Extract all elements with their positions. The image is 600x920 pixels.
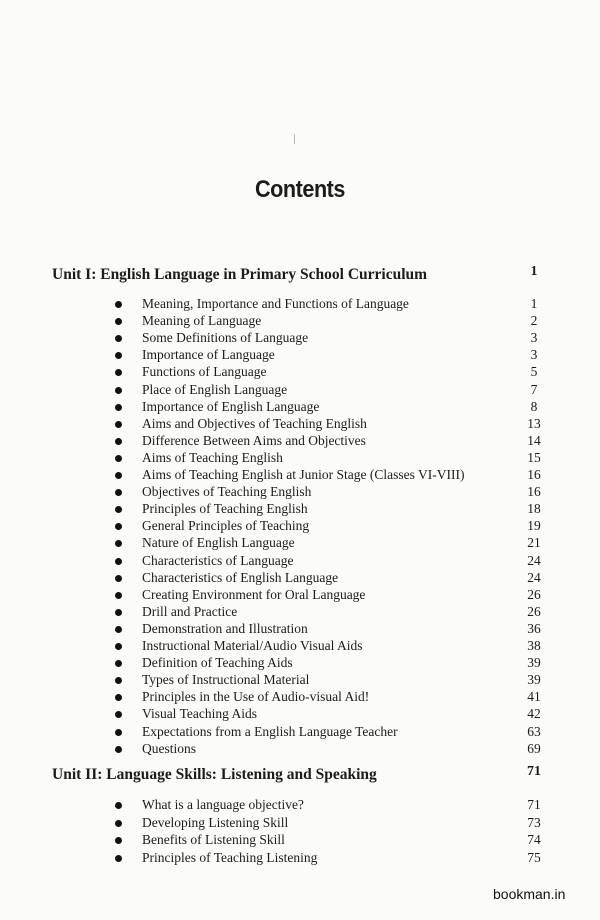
toc-entry-page: 69: [527, 740, 541, 756]
toc-entry-title: What is a language objective?: [142, 797, 304, 812]
toc-entry-title: Demonstration and Illustration: [142, 620, 308, 636]
toc-entry: [0, 313, 600, 330]
toc-entry-title: Nature of English Language: [142, 535, 295, 551]
bullet-icon: [115, 660, 122, 667]
toc-entry: [0, 741, 600, 758]
bullet-icon: [115, 455, 122, 462]
toc-entry-title: Principles of Teaching English: [142, 501, 308, 517]
watermark: bookman.in: [493, 886, 566, 902]
bullet-icon: [115, 523, 122, 530]
toc-entry-page: 26: [527, 603, 541, 619]
bullet-icon: [115, 626, 122, 633]
bullet-icon: [115, 575, 122, 582]
page-title: Contents: [255, 176, 345, 203]
toc-entry: [0, 484, 600, 501]
toc-entry: [0, 850, 600, 867]
bullet-icon: [115, 369, 122, 376]
bullet-icon: [115, 820, 122, 827]
bullet-icon: [115, 472, 122, 479]
bullet-icon: [115, 352, 122, 359]
bullet-icon: [115, 711, 122, 718]
bullet-icon: [115, 318, 122, 325]
bullet-icon: [115, 855, 122, 862]
toc-entry: [0, 655, 600, 672]
bullet-icon: [115, 489, 122, 496]
toc-entry-title: Benefits of Listening Skill: [142, 832, 285, 847]
toc-entry-page: 15: [527, 449, 541, 465]
toc-entry: [0, 450, 600, 467]
toc-entry: [0, 570, 600, 587]
toc-entry-page: 73: [527, 814, 541, 830]
toc-entry: [0, 347, 600, 364]
toc-entry-title: Aims of Teaching English at Junior Stage (Classes VI-VIII): [142, 467, 465, 482]
toc-entry-page: 5: [530, 364, 538, 380]
toc-entry: [0, 689, 600, 706]
toc-entry: [0, 621, 600, 638]
bullet-icon: [115, 694, 122, 701]
toc-entry-page: 18: [527, 501, 541, 517]
toc-entry-title: Place of English Language: [142, 381, 288, 397]
unit-page-number: 71: [527, 764, 541, 779]
bullet-icon: [115, 387, 122, 394]
toc-entry-page: 24: [527, 569, 541, 585]
bullet-icon: [115, 438, 122, 445]
toc-entry-title: Aims and Objectives of Teaching English: [142, 415, 367, 431]
toc-entry: [0, 501, 600, 518]
toc-entry-page: 63: [527, 723, 541, 739]
unit-heading: Unit I: English Language in Primary School Curriculum: [52, 266, 428, 283]
toc-entry: [0, 416, 600, 433]
toc-entry-title: Creating Environment for Oral Language: [142, 586, 366, 602]
toc-entry-title: Characteristics of Language: [142, 552, 294, 568]
bullet-icon: [115, 643, 122, 650]
toc-entry-page: 42: [527, 706, 541, 722]
bullet-icon: [115, 837, 122, 844]
toc-entry-page: 75: [527, 849, 541, 865]
toc-entry: [0, 364, 600, 381]
toc-entry: [0, 797, 600, 814]
toc-entry-page: 3: [530, 330, 538, 346]
toc-entry: [0, 382, 600, 399]
toc-entry-title: Some Definitions of Language: [142, 330, 309, 346]
toc-entry: [0, 638, 600, 655]
toc-entry: [0, 587, 600, 604]
toc-entry-title: Meaning of Language: [142, 313, 262, 329]
toc-entry: [0, 296, 600, 313]
toc-entry: [0, 724, 600, 741]
unit-page-number: 1: [530, 264, 538, 279]
toc-entry-page: 24: [527, 552, 541, 568]
bullet-icon: [115, 540, 122, 547]
toc-entry-page: 19: [527, 518, 541, 534]
bullet-icon: [115, 335, 122, 342]
bullet-icon: [115, 421, 122, 428]
toc-entry-title: Visual Teaching Aids: [142, 706, 257, 722]
bullet-icon: [115, 404, 122, 411]
toc-entry: [0, 672, 600, 689]
toc-entry: [0, 553, 600, 570]
toc-entry-title: Objectives of Teaching English: [142, 484, 312, 500]
toc-entry: [0, 433, 600, 450]
toc-entry-title: Principles in the Use of Audio-visual Aid!: [142, 689, 370, 705]
toc-entry-title: Instructional Material/Audio Visual Aids: [142, 638, 363, 653]
toc-entry-title: Functions of Language: [142, 364, 267, 380]
toc-entry: [0, 467, 600, 484]
toc-entry: [0, 832, 600, 849]
toc-entry-page: 41: [527, 689, 541, 705]
toc-entry-page: 13: [527, 415, 541, 431]
toc-entry-page: 38: [527, 638, 541, 653]
toc-entry-page: 8: [530, 398, 538, 414]
scan-mark: [294, 134, 295, 144]
toc-entry: [0, 604, 600, 621]
bullet-icon: [115, 802, 122, 809]
toc-entry-title: Characteristics of English Language: [142, 569, 339, 585]
toc-entry-title: Expectations from a English Language Teacher: [142, 723, 398, 739]
toc-entry-page: 1: [530, 296, 538, 311]
bullet-icon: [115, 506, 122, 513]
toc-entry-title: Drill and Practice: [142, 603, 238, 619]
toc-entry: [0, 706, 600, 723]
bullet-icon: [115, 558, 122, 565]
bullet-icon: [115, 729, 122, 736]
toc-entry-title: Principles of Teaching Listening: [142, 849, 318, 865]
bullet-icon: [115, 746, 122, 753]
toc-entry-page: 16: [527, 484, 541, 500]
toc-entry-title: Aims of Teaching English: [142, 449, 283, 465]
toc-entry: [0, 399, 600, 416]
toc-entry-page: 74: [527, 832, 541, 847]
toc-entry-page: 14: [527, 432, 541, 448]
toc-entry-title: General Principles of Teaching: [142, 518, 310, 534]
toc-entry: [0, 815, 600, 832]
toc-entry-title: Questions: [142, 740, 196, 756]
toc-entry-page: 21: [527, 535, 541, 551]
toc-entry-page: 3: [530, 347, 538, 363]
bullet-icon: [115, 592, 122, 599]
toc-entry-page: 71: [527, 797, 541, 812]
toc-entry-title: Importance of English Language: [142, 398, 320, 414]
toc-entry-title: Meaning, Importance and Functions of Language: [142, 296, 409, 311]
toc-entry-page: 7: [530, 381, 538, 397]
toc-entry: [0, 535, 600, 552]
bullet-icon: [115, 677, 122, 684]
toc-entry: [0, 518, 600, 535]
toc-entry: [0, 330, 600, 347]
toc-entry-page: 26: [527, 586, 541, 602]
toc-entry-title: Importance of Language: [142, 347, 275, 363]
toc-entry-title: Definition of Teaching Aids: [142, 655, 293, 671]
unit-heading: Unit II: Language Skills: Listening and Speaking: [52, 766, 377, 783]
toc-entry-page: 36: [527, 620, 541, 636]
toc-entry-page: 16: [527, 467, 541, 482]
toc-entry-title: Difference Between Aims and Objectives: [142, 432, 366, 448]
toc-entry-title: Types of Instructional Material: [142, 672, 310, 688]
bullet-icon: [115, 301, 122, 308]
bullet-icon: [115, 609, 122, 616]
toc-entry-title: Developing Listening Skill: [142, 814, 289, 830]
toc-entry-page: 2: [530, 313, 538, 329]
toc-entry-page: 39: [527, 672, 541, 688]
toc-entry-page: 39: [527, 655, 541, 671]
